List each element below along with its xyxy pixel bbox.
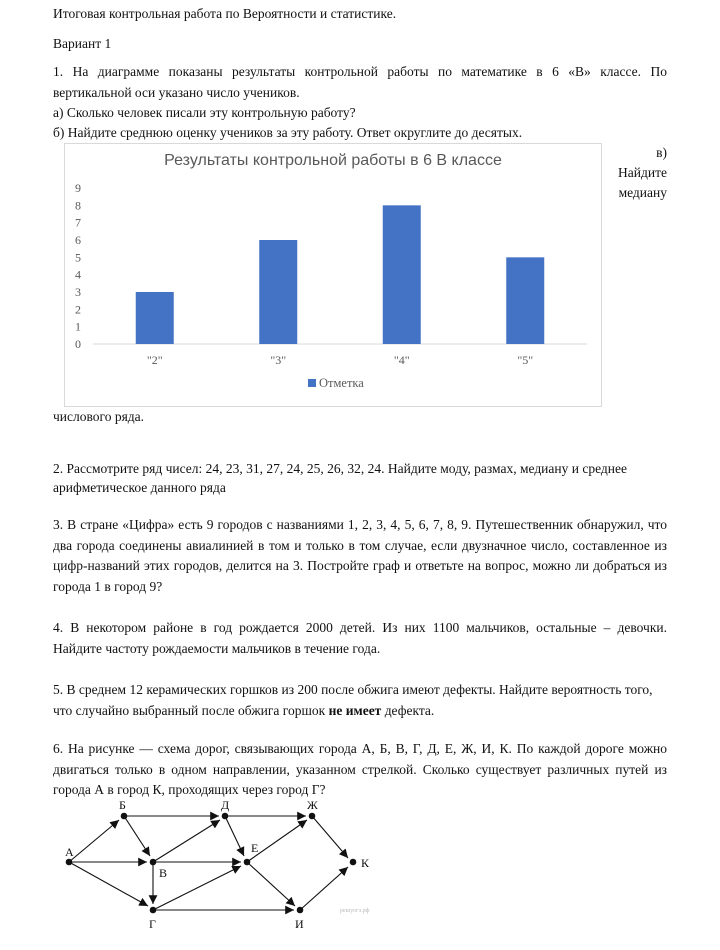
bar xyxy=(259,240,297,344)
chart-title: Результаты контрольной работы в 6 В классе xyxy=(164,152,502,169)
x-tick-label: "4" xyxy=(393,353,410,367)
y-tick-label: 3 xyxy=(75,285,81,299)
city-label-zh: Ж xyxy=(307,800,318,812)
task3-line-1: 3. В стране «Цифра» есть 9 городов с названиями 1, 2, 3, 4, 5, 6, 7, 8, 9. Путешественник обнаружил, что xyxy=(53,517,667,532)
task5-text-a: что случайно выбранный после обжига горшок xyxy=(53,703,329,718)
task3-line-3: цифр-названий этих городов, делится на 3. Постройте граф и ответьте на вопрос, можно ли добраться из xyxy=(53,558,667,573)
city-node-v xyxy=(150,859,157,866)
legend-label: Отметка xyxy=(319,376,364,390)
task4-line-1: 4. В некотором районе в год рождается 2000 детей. Из них 1100 мальчиков, остальные – девочки. xyxy=(53,620,667,635)
task2-line-1: 2. Рассмотрите ряд чисел: 24, 23, 31, 27, 24, 25, 26, 32, 24. Найдите моду, размах, медиану и среднее xyxy=(53,461,627,476)
task6-text xyxy=(53,739,667,801)
y-tick-label: 5 xyxy=(75,250,81,265)
city-label-b: Б xyxy=(119,800,126,812)
edge-a-b xyxy=(69,820,119,862)
x-tick-label: "5" xyxy=(517,353,534,367)
task6-line-1: 6. На рисунке — схема дорог, связывающих города А, Б, В, Г, Д, Е, Ж, И, К. По каждой дороге можно xyxy=(53,741,667,756)
task1-question-a: а) Сколько человек писали эту контрольную работу? xyxy=(53,105,356,120)
task1-c-word1: Найдите xyxy=(618,165,667,180)
bar xyxy=(506,257,544,344)
y-tick-label: 1 xyxy=(75,319,81,334)
task5-bold-not-has: не имеет xyxy=(328,703,382,718)
task5-line-1: 5. В среднем 12 керамических горшков из 200 после обжига имеют дефекты. Найдите вероятность того, xyxy=(53,682,653,697)
task1-line-1: 1. На диаграмме показаны результаты контрольной работы по математике в 6 «В» классе. По xyxy=(53,64,667,79)
chart-canvas xyxy=(65,144,601,406)
task4-text xyxy=(53,618,667,659)
task1-text xyxy=(53,62,667,103)
city-label-v: В xyxy=(159,866,168,880)
city-node-k xyxy=(350,859,357,866)
task1-question-c-tail: числового ряда. xyxy=(53,409,145,424)
legend-swatch xyxy=(308,379,316,387)
task1-c-word2: медиану xyxy=(618,185,667,200)
document-title: Итоговая контрольная работа по Вероятности и статистике. xyxy=(53,6,397,21)
task4-line-2: Найдите частоту рождаемости мальчиков в течение года. xyxy=(53,640,381,656)
y-tick-label: 9 xyxy=(75,181,81,195)
edge-a-g xyxy=(69,862,148,906)
y-tick-label: 7 xyxy=(75,215,81,230)
city-label-a: А xyxy=(65,845,74,859)
task3-line-2: два города соединены авиалинией в том и только в том случае, если двузначное число, составленное из xyxy=(53,537,667,553)
task1-question-b: б) Найдите среднюю оценку учеников за эту работу. Ответ округлите до десятых. xyxy=(53,125,523,140)
y-tick-label: 6 xyxy=(75,233,81,247)
city-label-i: И xyxy=(295,917,304,931)
task5-line-2 xyxy=(53,702,434,720)
bar xyxy=(383,205,421,344)
task1-c-label: в) xyxy=(656,145,667,160)
task1-question-c-side xyxy=(610,143,667,203)
x-tick-label: "3" xyxy=(270,353,287,367)
task2-line-2: арифметическое данного ряда xyxy=(53,480,226,495)
task5-text-b: дефекта. xyxy=(381,703,435,718)
variant-label: Вариант 1 xyxy=(53,36,112,51)
edge-zh-k xyxy=(312,816,348,858)
bar xyxy=(136,292,174,344)
city-node-d xyxy=(222,813,229,820)
y-tick-label: 4 xyxy=(75,267,81,282)
y-tick-label: 2 xyxy=(75,302,81,317)
edge-v-d xyxy=(153,820,220,862)
city-node-a xyxy=(66,859,73,866)
city-node-e xyxy=(244,859,251,866)
task6-line-2: двигаться только в одном направлении, указанном стрелкой. Сколько существует различных путей из xyxy=(53,761,667,777)
y-tick-label: 0 xyxy=(75,337,81,351)
city-labels xyxy=(65,800,370,931)
task6-line-3: города А в город К, проходящих через город Г? xyxy=(53,782,326,797)
city-node-zh xyxy=(309,813,316,820)
city-label-k: К xyxy=(361,856,370,870)
task3-text xyxy=(53,515,667,597)
task1-line-2: вертикальной оси указано число учеников. xyxy=(53,84,300,100)
edge-d-e xyxy=(225,816,244,856)
edge-e-i xyxy=(247,862,295,906)
road-edges xyxy=(69,816,348,910)
city-node-b xyxy=(121,813,128,820)
city-label-g: Г xyxy=(149,917,156,931)
road-diagram xyxy=(55,800,385,940)
city-node-i xyxy=(297,907,304,914)
edge-i-k xyxy=(300,867,348,910)
y-tick-label: 8 xyxy=(75,198,81,213)
city-label-e: Е xyxy=(251,841,259,855)
bar-chart xyxy=(64,143,602,407)
city-node-g xyxy=(150,907,157,914)
edge-b-v xyxy=(124,816,150,856)
task3-line-4: города 1 в город 9? xyxy=(53,578,163,594)
x-tick-label: "2" xyxy=(146,353,163,367)
city-label-d: Д xyxy=(221,800,230,812)
watermark: решуогэ.рф xyxy=(340,908,370,914)
